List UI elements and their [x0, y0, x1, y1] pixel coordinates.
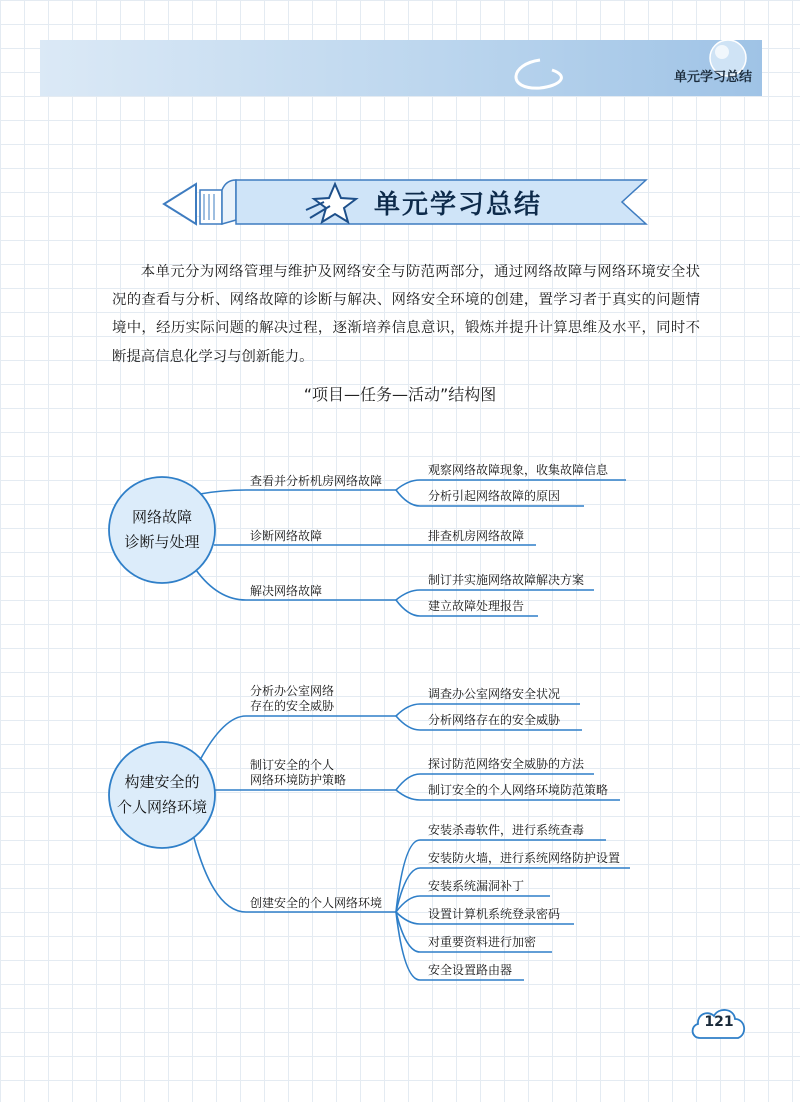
project-1-line-1: 网络故障	[131, 508, 192, 526]
task-2-1	[250, 684, 334, 714]
task-2-3: 创建安全的个人网络环境	[250, 896, 383, 910]
activity-1-2-1: 排查机房网络故障	[428, 529, 525, 543]
activity-2-3-2: 安装防火墙，进行系统网络防护设置	[428, 851, 621, 865]
activity-2-1-1: 调查办公室网络安全状况	[428, 687, 561, 701]
activity-1-3-2: 建立故障处理报告	[428, 599, 525, 613]
activity-2-2-2: 制订安全的个人网络环境防范策略	[428, 783, 609, 797]
activity-1-3-1: 制订并实施网络故障解决方案	[428, 573, 585, 587]
activity-2-3-1: 安装杀毒软件，进行系统查毒	[428, 823, 585, 837]
page-number: 121	[704, 1014, 734, 1030]
project-1-line-2: 诊断与处理	[124, 533, 200, 551]
banner-title: 单元学习总结	[374, 190, 543, 220]
activity-2-3-6: 安全设置路由器	[428, 963, 513, 977]
project-2-title	[109, 770, 215, 820]
activity-2-3-4: 设置计算机系统登录密码	[428, 907, 561, 921]
task-1-2: 诊断网络故障	[250, 529, 323, 543]
activity-2-1-2: 分析网络存在的安全威胁	[428, 713, 561, 727]
task-2-2-line-1: 制订安全的个人	[250, 758, 335, 772]
diagram-title: “项目—任务—活动”结构图	[303, 385, 497, 404]
activity-2-3-3: 安装系统漏洞补丁	[428, 879, 525, 893]
activity-1-1-1: 观察网络故障现象，收集故障信息	[428, 463, 609, 477]
activity-2-3-5: 对重要资料进行加密	[428, 935, 537, 949]
project-2-line-1: 构建安全的	[124, 773, 200, 791]
task-2-2	[250, 758, 346, 788]
project-1-title	[109, 505, 215, 555]
task-1-3: 解决网络故障	[250, 584, 323, 598]
task-2-2-line-2: 网络环境防护策略	[250, 773, 347, 787]
activity-2-2-1: 探讨防范网络安全威胁的方法	[428, 757, 585, 771]
task-1-1: 查看并分析机房网络故障	[250, 474, 383, 488]
intro-paragraph: 本单元分为网络管理与维护及网络安全与防范两部分，通过网络故障与网络环境安全状况的查看与分析、网络故障的诊断与解决、网络安全环境的创建，置学习者于真实的问题情境中，经历实际问题的解决过程，逐渐培养信息意识，锻炼并提升计算思维及水平，同时不断提高信息化学习与创新能力。	[112, 264, 700, 365]
project-2-line-2: 个人网络环境	[116, 798, 207, 816]
header-section-title: 单元学习总结	[673, 70, 752, 85]
activity-1-1-2: 分析引起网络故障的原因	[428, 489, 561, 503]
task-2-1-line-1: 分析办公室网络	[250, 684, 335, 698]
task-2-1-line-2: 存在的安全威胁	[250, 699, 335, 713]
